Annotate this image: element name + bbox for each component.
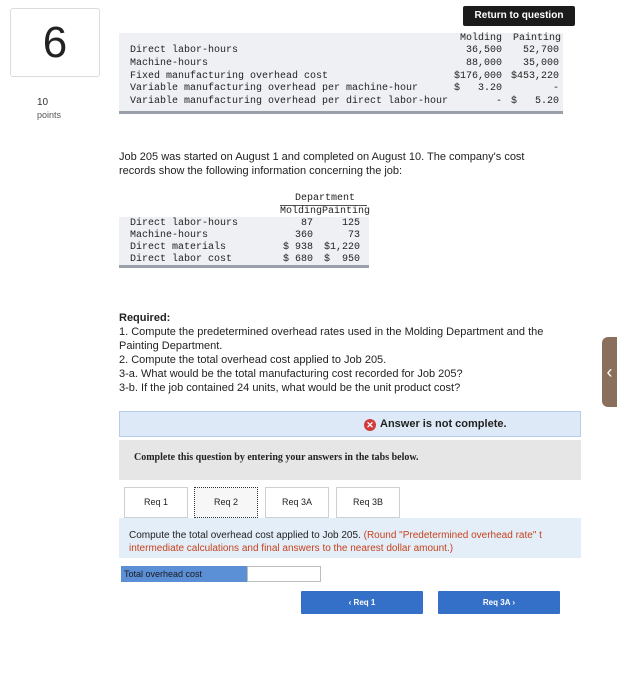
table-bottom-rule (119, 265, 369, 268)
row-label: Variable manufacturing overhead per machine-hour (130, 83, 419, 94)
row-label: Direct labor-hours (130, 218, 239, 229)
cell-painting: 125 (341, 218, 360, 229)
tab-req-2[interactable]: Req 2 (194, 487, 258, 518)
cell-molding: $ 3.20 (453, 83, 502, 94)
column-header-painting: Painting (322, 206, 371, 217)
total-overhead-label: Total overhead cost (121, 566, 247, 582)
cell-painting: $ 5.20 (510, 96, 559, 107)
row-label: Machine-hours (130, 230, 209, 241)
next-req-3a-button[interactable] (438, 591, 560, 614)
cell-molding: 360 (294, 230, 313, 241)
required-section (119, 311, 579, 395)
cell-molding: - (495, 96, 502, 107)
error-icon: ✕ (364, 419, 376, 431)
return-to-question-button[interactable]: Return to question (463, 6, 575, 26)
panel-prompt: Compute the total overhead cost applied to Job 205. (129, 530, 361, 541)
cell-painting: $ 950 (323, 254, 360, 265)
tab-req-1[interactable]: Req 1 (124, 487, 188, 518)
row-label: Direct labor-hours (130, 45, 239, 56)
cell-molding: 88,000 (465, 58, 502, 69)
job-intro-text: Job 205 was started on August 1 and completed on August 10. The company's cost records show the following information concerning the job: (119, 151, 525, 177)
cell-molding: $ 938 (282, 242, 313, 253)
cell-painting: $453,220 (510, 71, 559, 82)
row-label: Direct labor cost (130, 254, 233, 265)
column-header-molding: Molding (460, 33, 503, 44)
points-value: 10 (37, 97, 49, 108)
cell-painting: 52,700 (522, 45, 559, 56)
instructions-bar (119, 440, 581, 480)
instructions-text: Complete this question by entering your answers in the tabs below. (134, 452, 419, 463)
row-label: Fixed manufacturing overhead cost (130, 71, 329, 82)
side-panel-toggle[interactable] (602, 337, 617, 407)
required-item-2: 2. Compute the total overhead cost applied to Job 205. (119, 354, 387, 366)
question-number: 6 (10, 8, 100, 77)
required-item-1: 1. Compute the predetermined overhead rates used in the Molding Department and the Painting Department. (119, 326, 544, 352)
tab-req-3b[interactable]: Req 3B (336, 487, 400, 518)
cell-molding: 36,500 (465, 45, 502, 56)
column-header-molding: Molding (280, 206, 323, 217)
row-label: Variable manufacturing overhead per direct labor-hour (130, 96, 449, 107)
required-title: Required: (119, 312, 171, 324)
next-label: Req 3A (482, 598, 511, 607)
answer-status-banner (119, 411, 581, 437)
cell-painting: $1,220 (323, 242, 360, 253)
job-data-table (119, 193, 369, 273)
table-bottom-rule (119, 111, 563, 114)
panel-note: (Round "Predetermined overhead rate" t (363, 530, 542, 541)
cell-molding: 87 (300, 218, 313, 229)
row-label: Machine-hours (130, 58, 209, 69)
required-item-3b: 3-b. If the job contained 24 units, what would be the unit product cost? (119, 382, 461, 394)
chevron-right-icon: › (512, 598, 516, 607)
prev-label: Req 1 (353, 598, 376, 607)
cell-painting: 35,000 (522, 58, 559, 69)
cell-molding: $ 680 (282, 254, 313, 265)
row-label: Direct materials (130, 242, 227, 253)
column-header-painting: Painting (513, 33, 562, 44)
answer-status-text: Answer is not complete. (380, 418, 507, 430)
required-item-3a: 3-a. What would be the total manufacturing cost recorded for Job 205? (119, 368, 463, 380)
total-overhead-input[interactable] (247, 566, 321, 582)
cell-painting: 73 (347, 230, 360, 241)
cell-painting: - (552, 83, 559, 94)
panel-text (129, 529, 581, 555)
overhead-data-table (119, 33, 563, 115)
department-header: Department (295, 193, 356, 204)
chevron-left-icon: ‹ (348, 598, 352, 607)
points-label: points (37, 110, 62, 120)
tab-req-3a[interactable]: Req 3A (265, 487, 329, 518)
cell-molding: $176,000 (453, 71, 502, 82)
question-panel (119, 518, 581, 558)
chevron-left-icon: ‹ (606, 362, 613, 382)
panel-note-continued: intermediate calculations and final answers to the nearest dollar amount.) (129, 543, 454, 554)
prev-req-1-button[interactable] (301, 591, 423, 614)
